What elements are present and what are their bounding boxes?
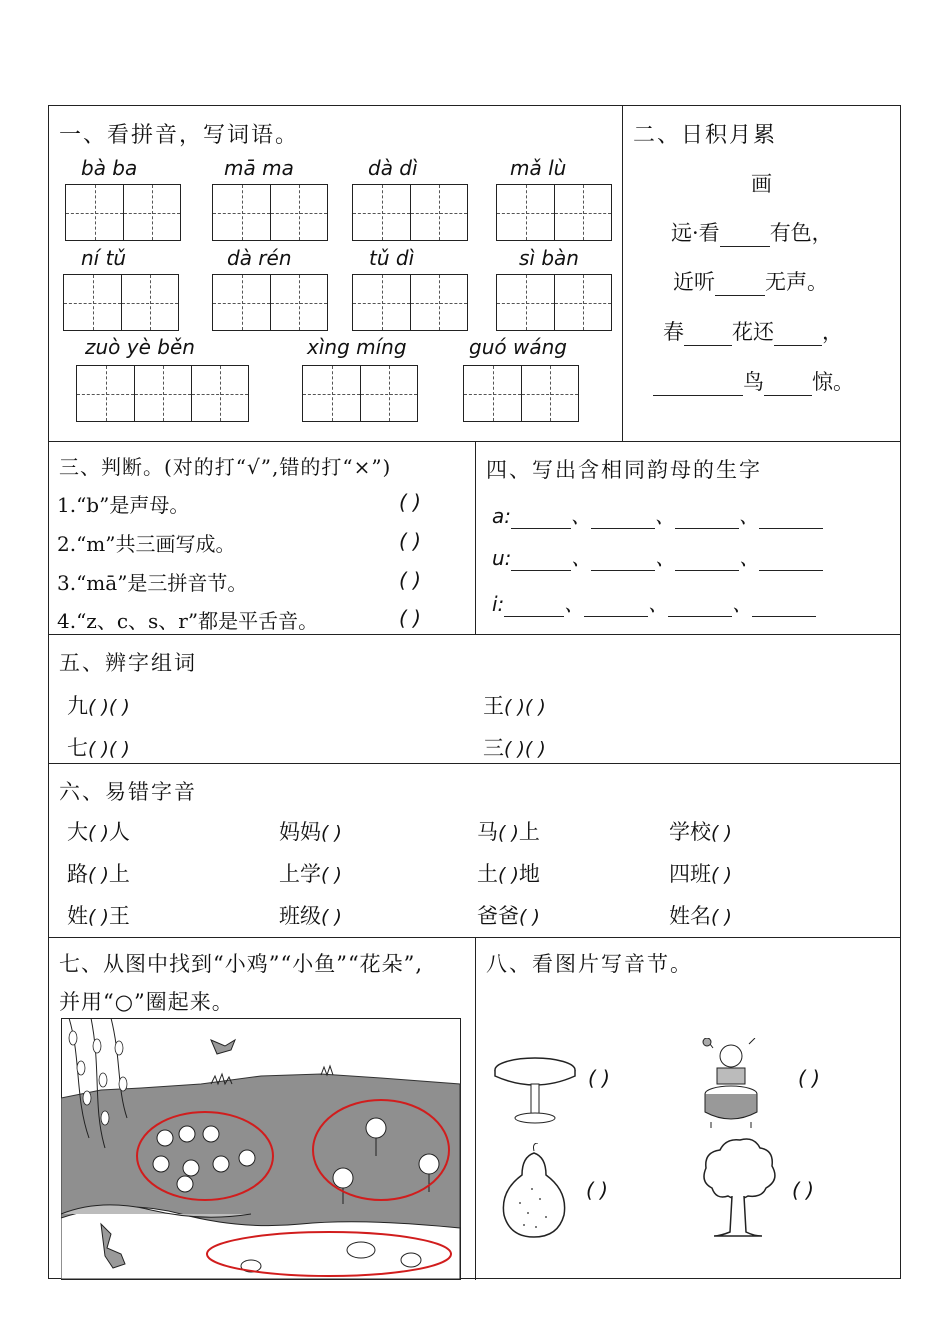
writing-grid[interactable] bbox=[212, 274, 328, 331]
sound-item: 大( )人 bbox=[67, 820, 130, 844]
sound-item: 学校( ) bbox=[669, 820, 732, 844]
answer-paren[interactable]: ( ) bbox=[399, 606, 421, 630]
answer-paren[interactable]: ( ) bbox=[711, 822, 732, 844]
pinyin-label: guó wáng bbox=[469, 335, 567, 359]
section-picture-syllable bbox=[476, 938, 902, 1280]
section-error-prone-sounds bbox=[49, 764, 902, 937]
section-title: 六、易错字音 bbox=[59, 780, 197, 804]
sound-item: 土( )地 bbox=[477, 862, 540, 886]
answer-paren[interactable]: ( ) bbox=[498, 864, 519, 886]
pinyin-label: zuò yè běn bbox=[85, 335, 195, 359]
answer-paren[interactable]: ( ) bbox=[399, 490, 421, 514]
section-title: 一、看拼音，写词语。 bbox=[59, 123, 300, 148]
sound-item: 姓名( ) bbox=[669, 904, 732, 928]
section-poem bbox=[623, 106, 902, 441]
judgment-item: 4.“z、c、s、r”都是平舌音。 bbox=[57, 609, 319, 633]
writing-grid[interactable] bbox=[63, 274, 179, 331]
section-title: 五、辨字组词 bbox=[59, 651, 197, 675]
fill-blank[interactable] bbox=[653, 395, 743, 396]
answer-paren[interactable]: ( ) bbox=[88, 864, 109, 886]
pinyin-label: dà dì bbox=[368, 156, 418, 180]
answer-paren[interactable]: ( ) bbox=[321, 822, 342, 844]
section-distinguish-chars bbox=[49, 635, 902, 763]
section-title: 三、判断。(对的打“√”,错的打“×”) bbox=[59, 455, 392, 479]
table-icon bbox=[493, 1056, 577, 1126]
sound-item: 爸爸( ) bbox=[477, 904, 540, 928]
section-title: 八、看图片写音节。 bbox=[486, 952, 693, 976]
sound-item: 班级( ) bbox=[279, 904, 342, 928]
section-judgment bbox=[49, 442, 475, 634]
writing-grid[interactable] bbox=[212, 184, 328, 241]
sound-item: 路( )上 bbox=[67, 862, 130, 886]
answer-paren[interactable]: ( ) bbox=[498, 822, 519, 844]
poem-title: 画 bbox=[751, 172, 772, 196]
worksheet bbox=[48, 105, 901, 1279]
section-title: 四、写出含相同韵母的生字 bbox=[486, 458, 762, 482]
pinyin-label: bà ba bbox=[81, 156, 138, 180]
writing-grid[interactable] bbox=[352, 184, 468, 241]
writing-grid[interactable] bbox=[463, 365, 579, 422]
section-title: 七、从图中找到“小鸡”“小鱼”“花朵”, bbox=[59, 952, 424, 976]
poem-line: 春 花还 ， bbox=[663, 320, 843, 344]
answer-paren[interactable]: ( ) bbox=[321, 864, 342, 886]
writing-grid[interactable] bbox=[496, 184, 612, 241]
answer-paren[interactable]: ( ) bbox=[519, 906, 540, 928]
sound-item: 姓( )王 bbox=[67, 904, 130, 928]
judgment-item: 3.“mā”是三拼音节。 bbox=[57, 571, 248, 595]
section-title: 并用“○”圈起来。 bbox=[59, 990, 234, 1014]
word-item: 九( )( ) bbox=[67, 694, 130, 718]
sound-item: 妈妈( ) bbox=[279, 820, 342, 844]
rhyme-row: a: 、 、 、 bbox=[492, 500, 823, 529]
fill-blank[interactable] bbox=[774, 345, 822, 346]
answer-paren[interactable]: ( ) bbox=[588, 1066, 610, 1090]
pinyin-label: mǎ lù bbox=[510, 156, 567, 180]
tree-icon bbox=[698, 1138, 778, 1238]
answer-paren[interactable]: ( ) bbox=[586, 1178, 608, 1202]
section-find-in-picture bbox=[49, 938, 475, 1280]
pinyin-label: tǔ dì bbox=[369, 246, 415, 270]
sound-item: 上学( ) bbox=[279, 862, 342, 886]
writing-grid[interactable] bbox=[65, 184, 181, 241]
section-pinyin-words bbox=[49, 106, 622, 441]
writing-grid[interactable] bbox=[496, 274, 612, 331]
sound-item: 四班( ) bbox=[669, 862, 732, 886]
answer-paren[interactable]: ( ) bbox=[321, 906, 342, 928]
writing-grid[interactable] bbox=[352, 274, 468, 331]
word-item: 七( )( ) bbox=[67, 736, 130, 760]
writing-grid[interactable] bbox=[76, 365, 249, 422]
answer-paren[interactable]: ( ) bbox=[88, 906, 109, 928]
judgment-item: 2.“m”共三画写成。 bbox=[57, 532, 236, 556]
pinyin-label: ní tǔ bbox=[81, 246, 127, 270]
answer-paren[interactable]: ( ) bbox=[399, 529, 421, 553]
answer-paren[interactable]: ( ) bbox=[399, 568, 421, 592]
word-item: 三( )( ) bbox=[483, 736, 546, 760]
fill-blank[interactable] bbox=[684, 345, 732, 346]
poem-line: 鸟 惊。 bbox=[653, 366, 854, 396]
poem-line: 近听 无声。 bbox=[673, 270, 828, 294]
fill-blank[interactable] bbox=[720, 246, 770, 247]
pinyin-label: dà rén bbox=[227, 246, 292, 270]
sound-item: 马( )上 bbox=[477, 820, 540, 844]
answer-paren[interactable]: ( ) bbox=[792, 1178, 814, 1202]
answer-paren[interactable]: ( ) bbox=[798, 1066, 820, 1090]
answer-paren[interactable]: ( ) bbox=[711, 864, 732, 886]
answer-paren[interactable]: ( ) bbox=[88, 822, 109, 844]
word-item: 王( )( ) bbox=[483, 694, 546, 718]
section-same-rhyme bbox=[476, 442, 902, 634]
drum-boy-icon bbox=[701, 1038, 763, 1128]
answer-paren[interactable]: ( ) bbox=[711, 906, 732, 928]
rhyme-row: i: 、 、 、 bbox=[492, 588, 816, 617]
pinyin-label: sì bàn bbox=[519, 246, 579, 270]
pinyin-label: mā ma bbox=[224, 156, 294, 180]
pinyin-label: xìng míng bbox=[307, 335, 407, 359]
judgment-item: 1.“b”是声母。 bbox=[57, 493, 190, 517]
poem-line: 远·看 有色， bbox=[671, 221, 833, 245]
fill-blank[interactable] bbox=[715, 295, 765, 296]
fill-blank[interactable] bbox=[764, 395, 812, 396]
writing-grid[interactable] bbox=[302, 365, 418, 422]
pear-icon bbox=[498, 1143, 570, 1239]
section-title: 二、日积月累 bbox=[633, 123, 778, 148]
rhyme-row: u: 、 、 、 bbox=[492, 542, 823, 571]
scene-picture[interactable] bbox=[61, 1018, 461, 1280]
